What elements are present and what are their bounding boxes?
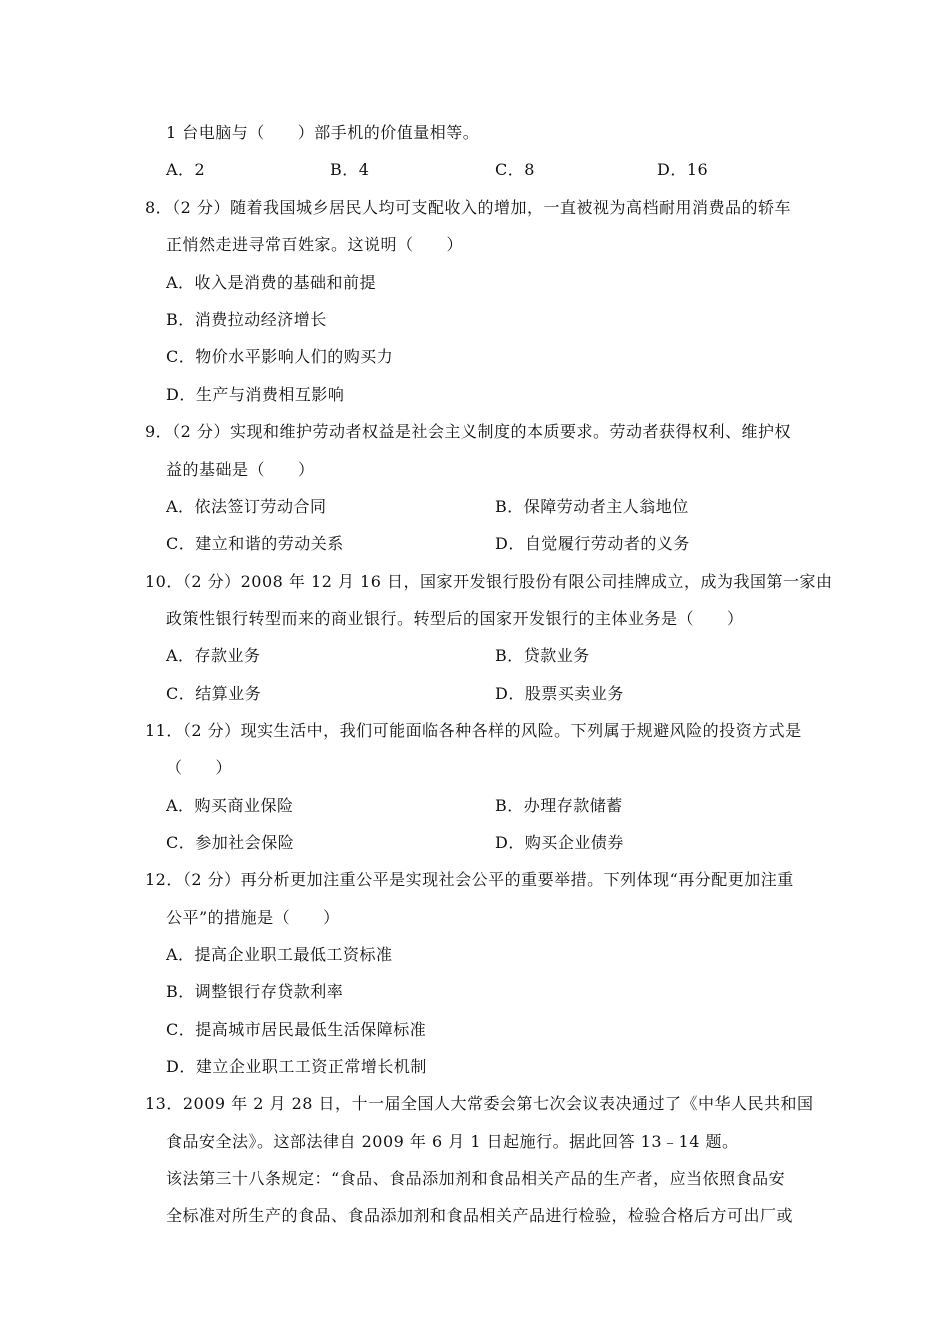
q9-option-b: B．保障劳动者主人翁地位 bbox=[495, 497, 689, 516]
q10-option-a: A．存款业务 bbox=[166, 646, 261, 665]
q7-option-d: D．16 bbox=[657, 160, 709, 179]
q13-stem-line2: 食品安全法》。这部法律自 2009 年 6 月 1 日起施行。据此回答 13﹣14 题。 bbox=[166, 1132, 739, 1151]
q8-stem-line2: 正悄然走进寻常百姓家。这说明（ ） bbox=[166, 235, 464, 254]
q13-stem-line1: 13．2009 年 2 月 28 日，十一届全国人大常委会第七次会议表决通过了《中华人民共和国 bbox=[145, 1094, 814, 1113]
q13-passage-line1: 该法第三十八条规定：“食品、食品添加剂和食品相关产品的生产者，应当依照食品安 bbox=[166, 1169, 786, 1188]
q8-option-c: C．物价水平影响人们的购买力 bbox=[166, 347, 394, 366]
q9-stem-line1: 9．（2 分）实现和维护劳动者权益是社会主义制度的本质要求。劳动者获得权利、维护权 bbox=[145, 422, 791, 441]
q12-stem-line1: 12．（2 分）再分析更加注重公平是实现社会公平的重要举措。下列体现“再分配更加注重 bbox=[145, 870, 794, 889]
q10-stem-line1: 10．（2 分）2008 年 12 月 16 日，国家开发银行股份有限公司挂牌成立，成为我国第一家由 bbox=[145, 572, 833, 591]
q7-option-a: A．2 bbox=[166, 160, 206, 179]
q7-option-b: B．4 bbox=[330, 160, 370, 179]
q12-option-a: A．提高企业职工最低工资标准 bbox=[166, 945, 393, 964]
q11-option-d: D．购买企业债券 bbox=[495, 833, 624, 852]
q11-stem-line1: 11．（2 分）现实生活中，我们可能面临各种各样的风险。下列属于规避风险的投资方式是 bbox=[145, 721, 802, 740]
q7-continuation: 1 台电脑与（ ）部手机的价值量相等。 bbox=[166, 123, 480, 142]
q11-option-c: C．参加社会保险 bbox=[166, 833, 295, 852]
q8-option-a: A．收入是消费的基础和前提 bbox=[166, 273, 377, 292]
q8-stem-line1: 8．（2 分）随着我国城乡居民人均可支配收入的增加，一直被视为高档耐用消费品的轿车 bbox=[145, 198, 791, 217]
q10-option-c: C．结算业务 bbox=[166, 684, 262, 703]
q12-stem-line2: 公平”的措施是（ ） bbox=[166, 908, 340, 927]
q9-option-a: A．依法签订劳动合同 bbox=[166, 497, 327, 516]
q9-option-c: C．建立和谐的劳动关系 bbox=[166, 534, 344, 553]
q13-passage-line2: 全标准对所生产的食品、食品添加剂和食品相关产品进行检验，检验合格后方可出厂或 bbox=[166, 1206, 794, 1225]
q8-option-d: D．生产与消费相互影响 bbox=[166, 385, 345, 404]
q10-option-b: B．贷款业务 bbox=[495, 646, 590, 665]
q12-option-c: C．提高城市居民最低生活保障标准 bbox=[166, 1020, 427, 1039]
q11-option-b: B．办理存款储蓄 bbox=[495, 796, 623, 815]
q10-option-d: D．股票买卖业务 bbox=[495, 684, 624, 703]
q9-option-d: D．自觉履行劳动者的义务 bbox=[495, 534, 690, 553]
q12-option-b: B．调整银行存贷款利率 bbox=[166, 982, 344, 1001]
q9-stem-line2: 益的基础是（ ） bbox=[166, 460, 315, 479]
q12-option-d: D．建立企业职工工资正常增长机制 bbox=[166, 1057, 427, 1076]
q11-stem-line2: （ ） bbox=[166, 758, 233, 777]
q7-option-c: C．8 bbox=[495, 160, 535, 179]
q10-stem-line2: 政策性银行转型而来的商业银行。转型后的国家开发银行的主体业务是（ ） bbox=[166, 609, 744, 628]
q8-option-b: B．消费拉动经济增长 bbox=[166, 310, 327, 329]
q11-option-a: A．购买商业保险 bbox=[166, 796, 294, 815]
